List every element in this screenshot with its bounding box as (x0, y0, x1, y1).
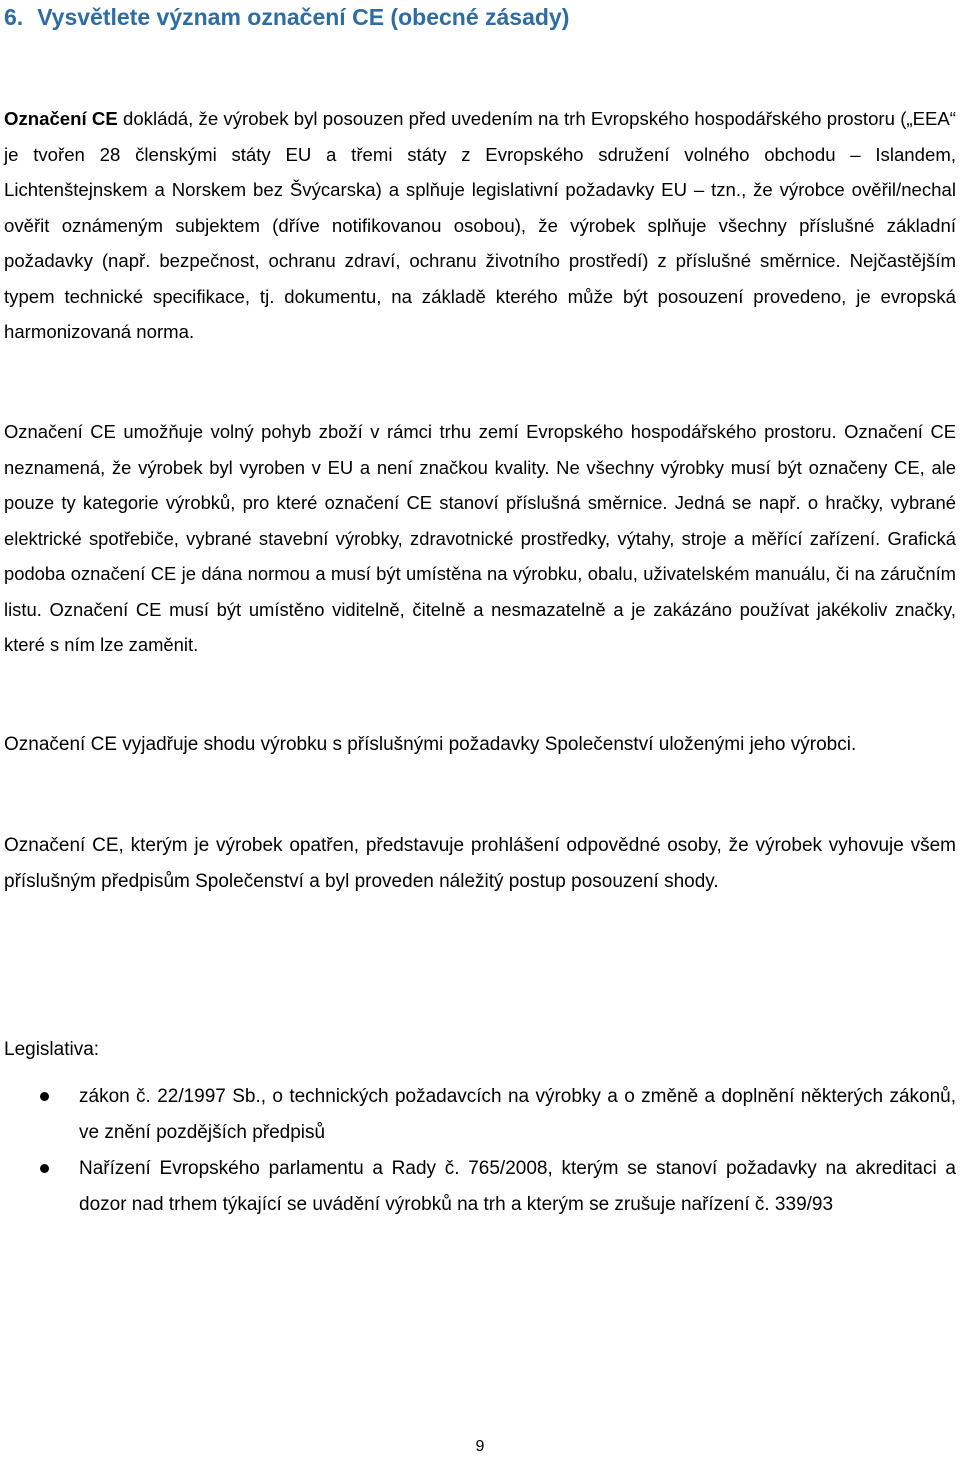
page-number: 9 (475, 1438, 485, 1455)
list-item (0, 1151, 960, 1223)
legislation-label: Legislativa: (4, 1039, 100, 1060)
paragraph-free-movement: Označení CE umožňuje volný pohyb zboží v rámci trhu zemí Evropského hospodářského prostoru. Označení CE neznamená, že výrobek byl vyroben v EU a není značkou kvality. Ne všechny výrobky musí být označeny CE, ale pouze ty kategorie výrobků, pro které označení CE stanoví příslušná směrnice. Jedná se např. o hračky, vybrané elektrické spotřebiče, vybrané stavební výrobky, zdravotnické prostředky, výtahy, stroje a měřící zařízení. Grafická podoba označení CE je dána normou a musí být umístěna na výrobku, obalu, uživatelském manuálu, či na záručním listu. Označení CE musí být umístěno viditelně, čitelně a nesmazatelně a je zakázáno používat jakékoliv značky, které s ním lze zaměnit. (4, 421, 956, 655)
section-title: Vysvětlete význam označení CE (obecné zásady) (37, 4, 570, 30)
section-number: 6. (4, 4, 24, 30)
paragraph-intro (4, 101, 956, 350)
paragraph-intro-text: dokládá, že výrobek byl posouzen před uvedením na trh Evropského hospodářského prostoru („EEA“ je tvořen 28 členskými státy EU a třemi státy z Evropského sdružení volného obchodu – Islandem, Lichtenštejnskem a Norskem bez Švýcarska) a splňuje legislativní požadavky EU – tzn., že výrobce ověřil/nechal ověřit oznámeným subjektem (dříve notifikovanou osobou), že výrobek splňuje všechny příslušné základní požadavky (např. bezpečnost, ochranu zdraví, ochranu životního prostředí) z příslušné směrnice. Nejčastějším typem technické specifikace, tj. dokumentu, na základě kterého může být posouzení provedeno, je evropská harmonizovaná norma. (4, 108, 956, 342)
bullet-icon (40, 1164, 49, 1173)
list-item-text: zákon č. 22/1997 Sb., o technických požadavcích na výrobky a o změně a doplnění některých zákonů, ve znění pozdějších předpisů (79, 1086, 956, 1143)
bullet-icon (40, 1092, 49, 1101)
paragraph-declaration: Označení CE, kterým je výrobek opatřen, představuje prohlášení odpovědné osoby, že výrobek vyhovuje všem příslušným předpisům Společenství a byl proveden náležitý postup posouzení shody. (4, 835, 956, 892)
list-item (0, 1079, 960, 1151)
legislation-list (0, 1079, 960, 1223)
section-heading (4, 0, 569, 34)
list-item-text: Nařízení Evropského parlamentu a Rady č. 765/2008, kterým se stanoví požadavky na akreditaci a dozor nad trhem týkající se uvádění výrobků na trh a kterým se zrušuje nařízení č. 339/93 (79, 1158, 956, 1215)
bold-lead-term: Označení CE (4, 108, 118, 129)
paragraph-conformity: Označení CE vyjadřuje shodu výrobku s příslušnými požadavky Společenství uloženými jeho výrobci. (4, 734, 857, 755)
